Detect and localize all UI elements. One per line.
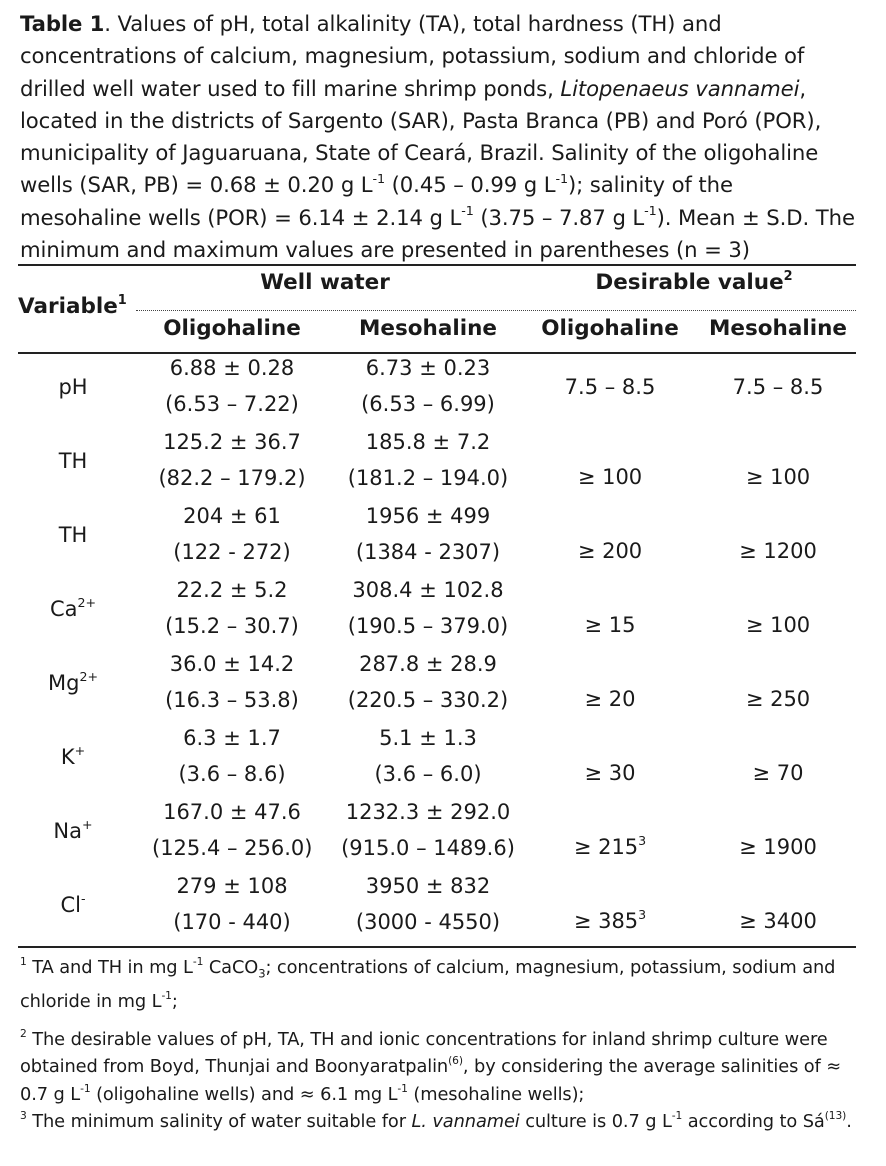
mesohaline-mean: 1956 ± 499 (365, 504, 491, 528)
desirable-mesohaline: 7.5 – 8.5 (732, 375, 824, 399)
variable-name: Cl- (60, 890, 86, 917)
desirable-oligohaline: ≥ 15 (584, 613, 636, 637)
variable-name: $Ca^{2+}$ (49, 594, 97, 621)
variable-name: K+ (60, 742, 86, 769)
footnote-1: $^1$ TA and TH in mg $L^{-1}$ CaCO$_3$; concentrations of calcium, magnesium, potassium, sodium and chloride in mg $L^{-1}$; (20, 955, 836, 1013)
desirable-oligohaline: ≥ 200 (577, 539, 643, 563)
header-dotted-rule (136, 310, 856, 311)
desirable-mesohaline: ≥ 100 (745, 465, 811, 489)
desirable-mesohaline: ≥ 70 (752, 761, 804, 785)
desirable-oligohaline: ≥ $385^3$ (573, 906, 647, 933)
caption-text: (3.75 – 7.87 g L (473, 204, 645, 230)
mesohaline-range: (6.53 – 6.99) (361, 392, 495, 416)
oligohaline-range: (122 - 272) (173, 540, 291, 564)
oligohaline-range: (125.4 – 256.0) (152, 836, 313, 860)
caption-text: , located in the districts of Sargento (SAR), Pasta Branca (PB) and Poró (POR), municipality of Jaguaruana, State of Ceará, Brazil. Salinity of the oligohaline wells (SAR, PB) = 0.68 ± 0.20 g L (20, 75, 822, 198)
header-well-water: Well water (260, 270, 390, 295)
caption-text: ). Mean ± S.D. The minimum and maximum values are presented in parentheses (n = 3) (20, 204, 855, 263)
oligohaline-range: (15.2 – 30.7) (165, 614, 299, 638)
header-well-oligohaline: Oligohaline (163, 316, 301, 341)
header-desirable-mesohaline: Mesohaline (709, 316, 847, 341)
mesohaline-range: (1384 - 2307) (355, 540, 501, 564)
caption-text: . Values of pH, total alkalinity (TA), total hardness (TH) and concentrations of calcium, magnesium, potassium, sodium and chloride of drilled well water used to fill marine shrimp ponds, (20, 11, 805, 101)
oligohaline-mean: 125.2 ± 36.7 (163, 430, 301, 454)
desirable-mesohaline: ≥ 1900 (739, 835, 817, 859)
desirable-oligohaline: ≥ 30 (584, 761, 636, 785)
header-desirable-value: Desirable value$^2$ (595, 268, 793, 295)
table-footnotes (20, 954, 860, 1136)
caption-text: ); salinity of the mesohaline wells (POR) = 6.14 ± 2.14 g L (20, 172, 733, 230)
oligohaline-range: (82.2 – 179.2) (158, 466, 306, 490)
oligohaline-mean: 36.0 ± 14.2 (169, 652, 295, 676)
caption-sup: -1 (372, 171, 385, 187)
mesohaline-mean: 287.8 ± 28.9 (359, 652, 497, 676)
mesohaline-range: (220.5 – 330.2) (347, 688, 509, 712)
desirable-oligohaline: ≥ 100 (577, 465, 643, 489)
header-well-mesohaline: Mesohaline (359, 316, 497, 341)
desirable-oligohaline: ≥ $215^3$ (573, 832, 647, 859)
oligohaline-range: (170 - 440) (173, 910, 291, 934)
caption-sup: -1 (461, 203, 474, 219)
mesohaline-mean: 3950 ± 832 (365, 874, 491, 898)
table-top-rule (18, 264, 856, 266)
mesohaline-mean: 185.8 ± 7.2 (365, 430, 491, 454)
caption-sup: -1 (644, 203, 657, 219)
caption-species: Litopenaeus vannamei (560, 75, 800, 101)
header-bottom-rule (18, 352, 856, 354)
variable-name: Na+ (53, 816, 93, 843)
mesohaline-mean: 6.73 ± 0.23 (365, 356, 491, 380)
variable-name: TH (58, 523, 88, 547)
mesohaline-mean: 308.4 ± 102.8 (352, 578, 504, 602)
oligohaline-mean: 6.3 ± 1.7 (183, 726, 281, 750)
oligohaline-mean: 6.88 ± 0.28 (169, 356, 295, 380)
table-label: Table 1 (20, 11, 105, 36)
mesohaline-range: (190.5 – 379.0) (347, 614, 509, 638)
mesohaline-range: (3.6 – 6.0) (374, 762, 482, 786)
caption-sup: -1 (555, 171, 568, 187)
caption-text: (0.45 – 0.99 g L (385, 172, 556, 198)
header-variable: Variable$^1$ (18, 292, 127, 319)
variable-name: TH (58, 449, 88, 473)
mesohaline-range: (181.2 – 194.0) (347, 466, 509, 490)
footnote-2: $^2$ The desirable values of pH, TA, TH and ionic concentrations for inland shrimp culture were obtained from Boyd, Thunjai and Boonyaratpalin$^{(6)}$, by considering the average salinities of ≈ 0.7 g $L^{-1}$ (oligohaline wells) and ≈ 6.1 mg $L^{-1}$ (mesohaline wells); (20, 1026, 842, 1105)
mesohaline-range: (915.0 – 1489.6) (341, 836, 515, 860)
header-desirable-oligohaline: Oligohaline (541, 316, 679, 341)
table-bottom-rule (18, 946, 856, 948)
mesohaline-mean: 1232.3 ± 292.0 (345, 800, 511, 824)
oligohaline-range: (3.6 – 8.6) (178, 762, 286, 786)
footnote-3: $^3$ The minimum salinity of water suitable for L. vannamei culture is 0.7 g $L^{-1}$ according to $Sá^{(13)}$. (20, 1109, 852, 1133)
desirable-mesohaline: ≥ 1200 (739, 539, 817, 563)
oligohaline-range: (16.3 – 53.8) (165, 688, 299, 712)
mesohaline-mean: 5.1 ± 1.3 (379, 726, 477, 750)
oligohaline-mean: 22.2 ± 5.2 (176, 578, 288, 602)
oligohaline-mean: 167.0 ± 47.6 (163, 800, 301, 824)
desirable-mesohaline: ≥ 100 (745, 613, 811, 637)
variable-name: $Mg^{2+}$ (47, 668, 99, 695)
oligohaline-mean: 204 ± 61 (183, 504, 281, 528)
desirable-oligohaline: 7.5 – 8.5 (564, 375, 656, 399)
mesohaline-range: (3000 - 4550) (355, 910, 501, 934)
oligohaline-mean: 279 ± 108 (176, 874, 288, 898)
desirable-mesohaline: ≥ 3400 (739, 909, 817, 933)
desirable-mesohaline: ≥ 250 (745, 687, 811, 711)
variable-name: pH (58, 375, 88, 399)
desirable-oligohaline: ≥ 20 (584, 687, 636, 711)
oligohaline-range: (6.53 – 7.22) (165, 392, 299, 416)
